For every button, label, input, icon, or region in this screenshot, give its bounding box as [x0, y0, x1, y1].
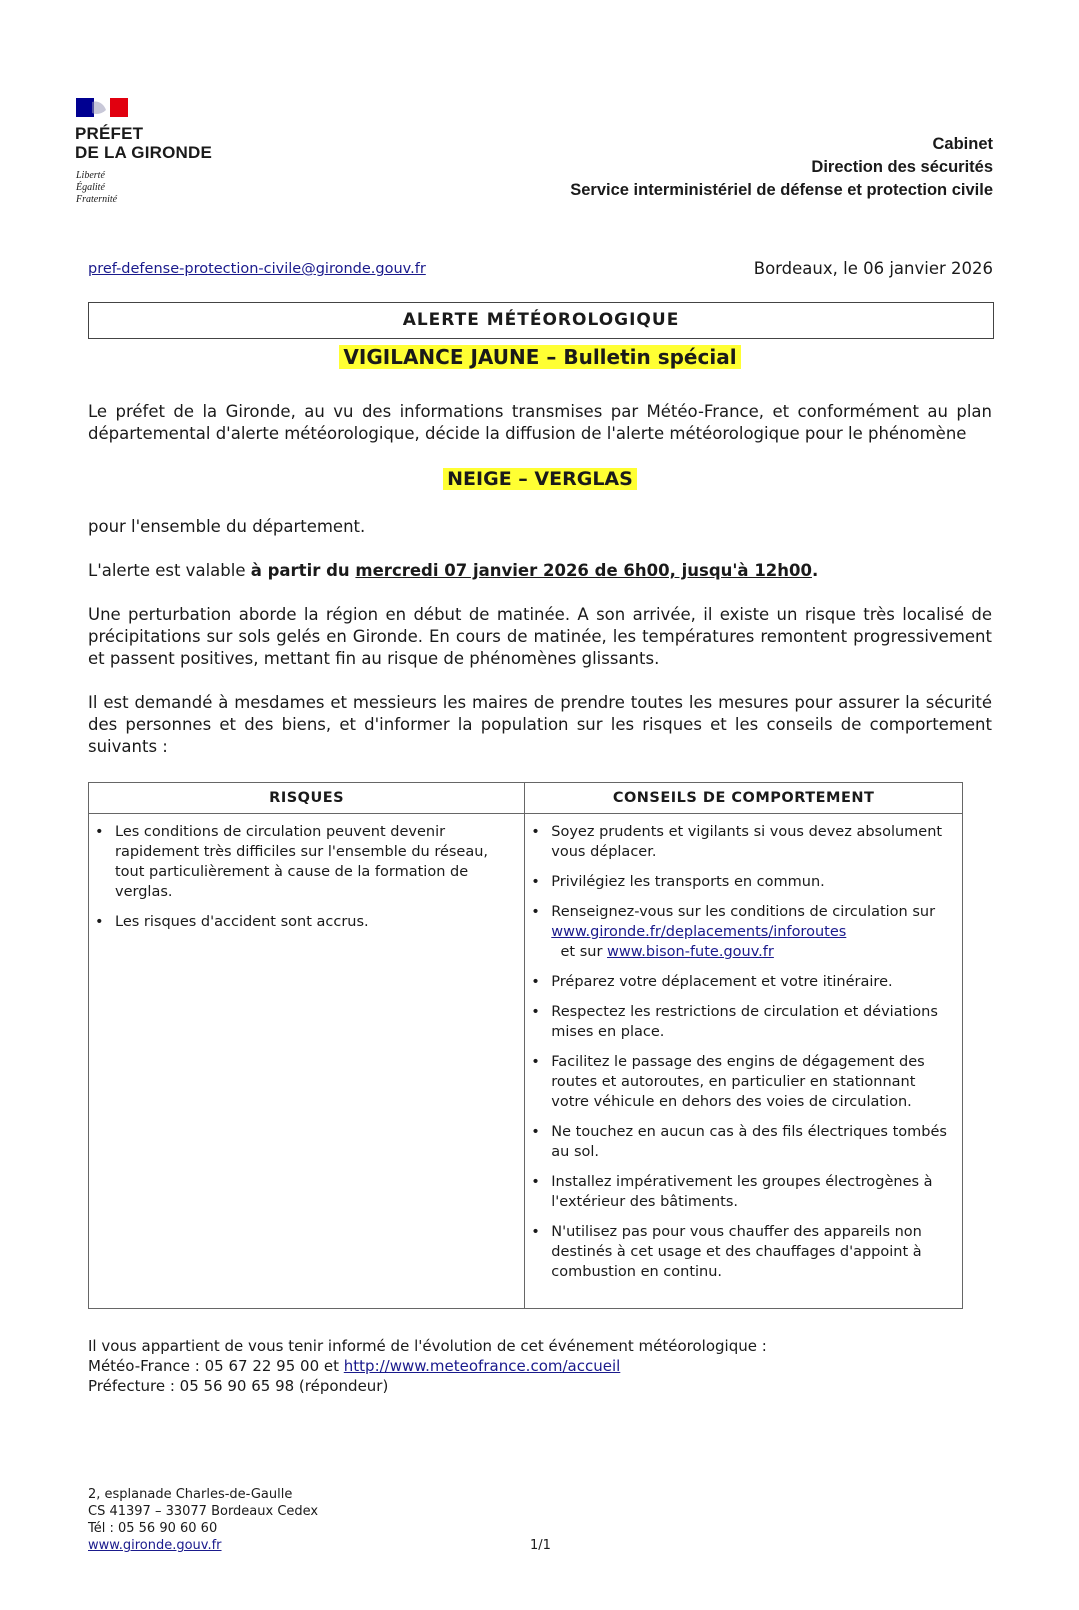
advice-item: • Respectez les restrictions de circulation et déviations mises en place. [529, 1002, 956, 1042]
advice-item: • Préparez votre déplacement et votre itinéraire. [529, 972, 956, 992]
address-phone: Tél : 05 56 90 60 60 [88, 1521, 218, 1536]
meteo-phone: Météo-France : 05 67 22 95 00 et [88, 1357, 344, 1375]
scope-paragraph: pour l'ensemble du département. [88, 517, 366, 536]
vigilance-highlight: VIGILANCE JAUNE – Bulletin spécial [339, 345, 740, 369]
advice-item: • Facilitez le passage des engins de dégagement des routes et autoroutes, en particulier en stationnant votre véhicule en dehors des voies de circulation. [529, 1052, 956, 1112]
address-cs: CS 41397 – 33077 Bordeaux Cedex [88, 1504, 319, 1519]
address-street: 2, esplanade Charles-de-Gaulle [88, 1487, 293, 1502]
intro-paragraph: Le préfet de la Gironde, au vu des informations transmises par Météo-France, et conformément au plan départemental d'alerte météorologique, décide la diffusion de l'alerte météorologique pour le phénomène [88, 402, 992, 443]
phenomenon-highlight: NEIGE – VERGLAS [443, 468, 637, 490]
document-date: Bordeaux, le 06 janvier 2026 [753, 259, 993, 278]
advice-cell [525, 814, 963, 1309]
advice-list [529, 822, 956, 1282]
marianne-flag-logo [76, 98, 128, 117]
request-paragraph: Il est demandé à mesdames et messieurs les maires de prendre toutes les mesures pour assurer la sécurité des personnes et des biens, et d'informer la population sur les risques et les conseils de comportement suivants : [88, 693, 992, 756]
info-block [88, 1336, 767, 1396]
advice-item: • Ne touchez en aucun cas à des fils électriques tombés au sol. [529, 1122, 956, 1162]
inforoutes-link[interactable]: www.gironde.fr/deplacements/inforoutes [551, 924, 847, 940]
advice-item: • N'utilisez pas pour vous chauffer des appareils non destinés à cet usage et des chauffages d'appoint à combustion en continu. [529, 1222, 956, 1282]
risks-advice-table [88, 782, 963, 1309]
validity-suffix: . [811, 561, 819, 580]
motto-liberte: Liberté [76, 170, 105, 181]
risk-item: • Les conditions de circulation peuvent devenir rapidement très difficiles sur l'ensemble du réseau, tout particulièrement à cause de la formation de verglas. [93, 822, 518, 902]
situation-paragraph: Une perturbation aborde la région en début de matinée. A son arrivée, il existe un risque très localisé de précipitations sur sols gelés en Gironde. En cours de matinée, les températures remontent progressivement et passent positives, mettant fin au risque de phénomènes glissants. [88, 605, 992, 668]
advice-item: • Soyez prudents et vigilants si vous devez absolument vous déplacer. [529, 822, 956, 862]
motto-egalite: Égalité [76, 182, 105, 193]
info-intro: Il vous appartient de vous tenir informé de l'évolution de cet événement météorologique : [88, 1337, 767, 1355]
advice-links-before: Renseignez-vous sur les conditions de circulation sur [551, 904, 936, 920]
service-cabinet: Cabinet [932, 135, 993, 153]
republic-motto [76, 170, 117, 206]
motto-fraternite: Fraternité [76, 194, 118, 205]
address-block [88, 1486, 318, 1554]
prefecture-logo-text [75, 124, 212, 162]
validity-prefix: L'alerte est valable [88, 561, 251, 580]
advice-links-middle: et sur [551, 944, 608, 960]
info-meteo [88, 1356, 767, 1376]
advice-item: • Installez impérativement les groupes électrogènes à l'extérieur des bâtiments. [529, 1172, 956, 1212]
validity-dates: mercredi 07 janvier 2026 de 6h00, jusqu'à 12h00 [355, 561, 812, 580]
contact-email-link[interactable]: pref-defense-protection-civile@gironde.gouv.fr [88, 261, 426, 277]
risk-item: • Les risques d'accident sont accrus. [93, 912, 518, 932]
meteofrance-link[interactable]: http://www.meteofrance.com/accueil [343, 1357, 621, 1375]
vigilance-heading [88, 345, 992, 369]
validity-paragraph [88, 560, 992, 582]
service-direction: Direction des sécurités [811, 158, 993, 176]
phenomenon-heading [88, 468, 992, 490]
bison-fute-link[interactable]: www.bison-fute.gouv.fr [607, 944, 774, 960]
validity-bold: à partir du [250, 561, 356, 580]
risks-cell [89, 814, 525, 1309]
logo-line1: PRÉFET [75, 124, 144, 143]
alert-title-box: ALERTE MÉTÉOROLOGIQUE [88, 302, 994, 339]
advice-item: • Privilégiez les transports en commun. [529, 872, 956, 892]
advice-column-header: CONSEILS DE COMPORTEMENT [525, 783, 963, 814]
advice-item-links [529, 902, 956, 962]
risks-list [93, 822, 518, 932]
risks-column-header: RISQUES [89, 783, 525, 814]
service-header [570, 133, 993, 202]
logo-line2: DE LA GIRONDE [75, 143, 213, 162]
website-link[interactable]: www.gironde.gouv.fr [88, 1538, 222, 1553]
info-prefecture: Préfecture : 05 56 90 65 98 (répondeur) [88, 1377, 389, 1395]
page-number: 1/1 [530, 1538, 551, 1553]
service-name: Service interministériel de défense et protection civile [570, 181, 993, 199]
